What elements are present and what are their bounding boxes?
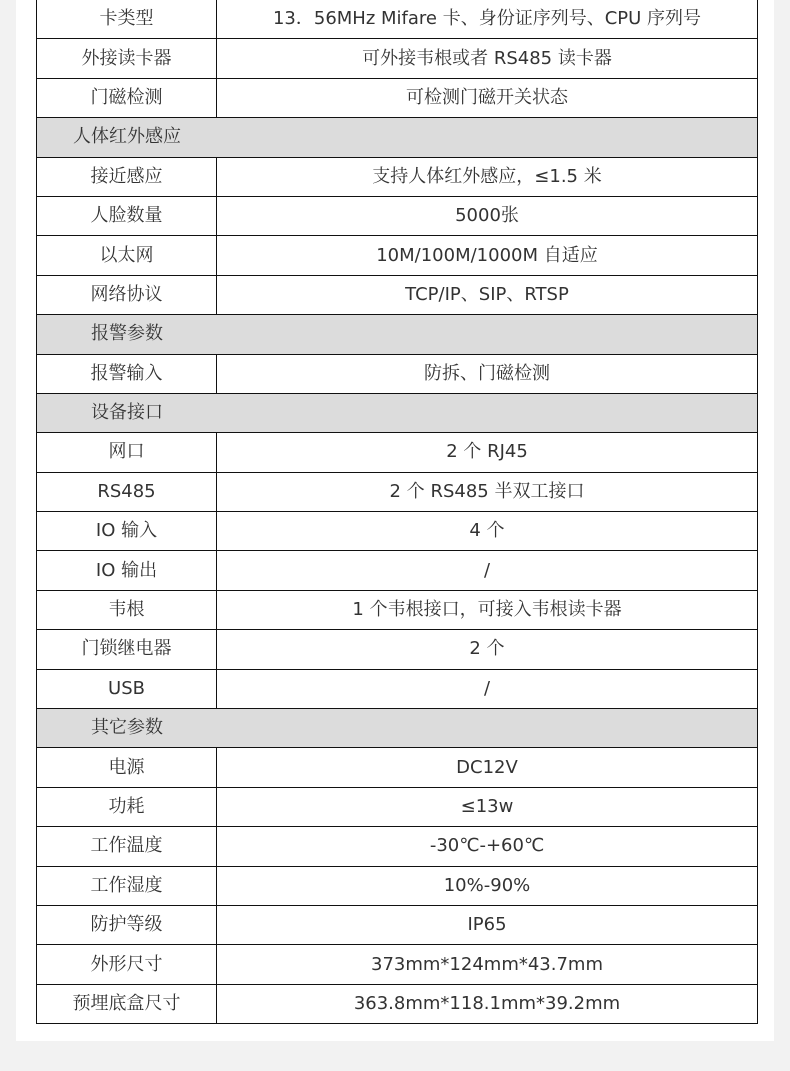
table-row (37, 827, 758, 866)
table-row (37, 748, 758, 787)
param-value: 10M/100M/1000M 自适应 (217, 236, 758, 275)
param-value: 13．56MHz Mifare 卡、身份证序列号、CPU 序列号 (217, 0, 758, 39)
table-row (37, 433, 758, 472)
param-label: 预埋底盒尺寸 (37, 984, 217, 1023)
table-row (37, 984, 758, 1023)
param-value: -30℃-+60℃ (217, 827, 758, 866)
param-value: 1 个韦根接口，可接入韦根读卡器 (217, 590, 758, 629)
table-row (37, 630, 758, 669)
section-header (37, 315, 758, 354)
param-label: 韦根 (37, 590, 217, 629)
table-row (37, 39, 758, 78)
table-row (37, 78, 758, 117)
table-row (37, 669, 758, 708)
param-label: RS485 (37, 472, 217, 511)
section-header (37, 393, 758, 432)
param-value: / (217, 551, 758, 590)
table-row (37, 787, 758, 826)
param-label: 外接读卡器 (37, 39, 217, 78)
param-value: 4 个 (217, 512, 758, 551)
table-row (37, 196, 758, 235)
param-value: 363.8mm*118.1mm*39.2mm (217, 984, 758, 1023)
param-value: 373mm*124mm*43.7mm (217, 945, 758, 984)
spec-table-body (37, 0, 758, 1024)
section-title: 人体红外感应 (73, 126, 181, 148)
section-header-row (37, 118, 758, 157)
param-value: / (217, 669, 758, 708)
param-label: USB (37, 669, 217, 708)
table-row (37, 590, 758, 629)
section-header (37, 709, 758, 748)
param-value: 5000张 (217, 196, 758, 235)
param-label: 报警输入 (37, 354, 217, 393)
table-row (37, 236, 758, 275)
table-row (37, 472, 758, 511)
param-value: ≤13w (217, 787, 758, 826)
table-row (37, 866, 758, 905)
param-value: 可外接韦根或者 RS485 读卡器 (217, 39, 758, 78)
param-label: IO 输出 (37, 551, 217, 590)
param-label: 以太网 (37, 236, 217, 275)
table-row (37, 905, 758, 944)
param-label: 工作湿度 (37, 866, 217, 905)
param-label: 接近感应 (37, 157, 217, 196)
param-label: 网络协议 (37, 275, 217, 314)
section-header-row (37, 315, 758, 354)
section-header-row (37, 709, 758, 748)
table-row (37, 945, 758, 984)
param-value: 防拆、门磁检测 (217, 354, 758, 393)
param-label: 卡类型 (37, 0, 217, 39)
param-label: 外形尺寸 (37, 945, 217, 984)
table-row (37, 354, 758, 393)
param-label: 门磁检测 (37, 78, 217, 117)
param-value: 2 个 RJ45 (217, 433, 758, 472)
table-row (37, 0, 758, 39)
param-value: 2 个 RS485 半双工接口 (217, 472, 758, 511)
table-row (37, 275, 758, 314)
param-value: 支持人体红外感应，≤1.5 米 (217, 157, 758, 196)
table-row (37, 512, 758, 551)
param-label: 门锁继电器 (37, 630, 217, 669)
param-value: TCP/IP、SIP、RTSP (217, 275, 758, 314)
param-label: 人脸数量 (37, 196, 217, 235)
section-title: 设备接口 (91, 402, 163, 424)
table-row (37, 551, 758, 590)
param-label: 工作温度 (37, 827, 217, 866)
param-value: IP65 (217, 905, 758, 944)
section-title: 报警参数 (91, 323, 163, 345)
spec-table (36, 0, 758, 1024)
section-header (37, 118, 758, 157)
section-header-row (37, 393, 758, 432)
param-value: DC12V (217, 748, 758, 787)
param-label: 电源 (37, 748, 217, 787)
table-row (37, 157, 758, 196)
param-label: 网口 (37, 433, 217, 472)
param-label: 防护等级 (37, 905, 217, 944)
param-value: 10%-90% (217, 866, 758, 905)
section-title: 其它参数 (91, 717, 163, 739)
param-label: IO 输入 (37, 512, 217, 551)
param-value: 2 个 (217, 630, 758, 669)
param-value: 可检测门磁开关状态 (217, 78, 758, 117)
param-label: 功耗 (37, 787, 217, 826)
